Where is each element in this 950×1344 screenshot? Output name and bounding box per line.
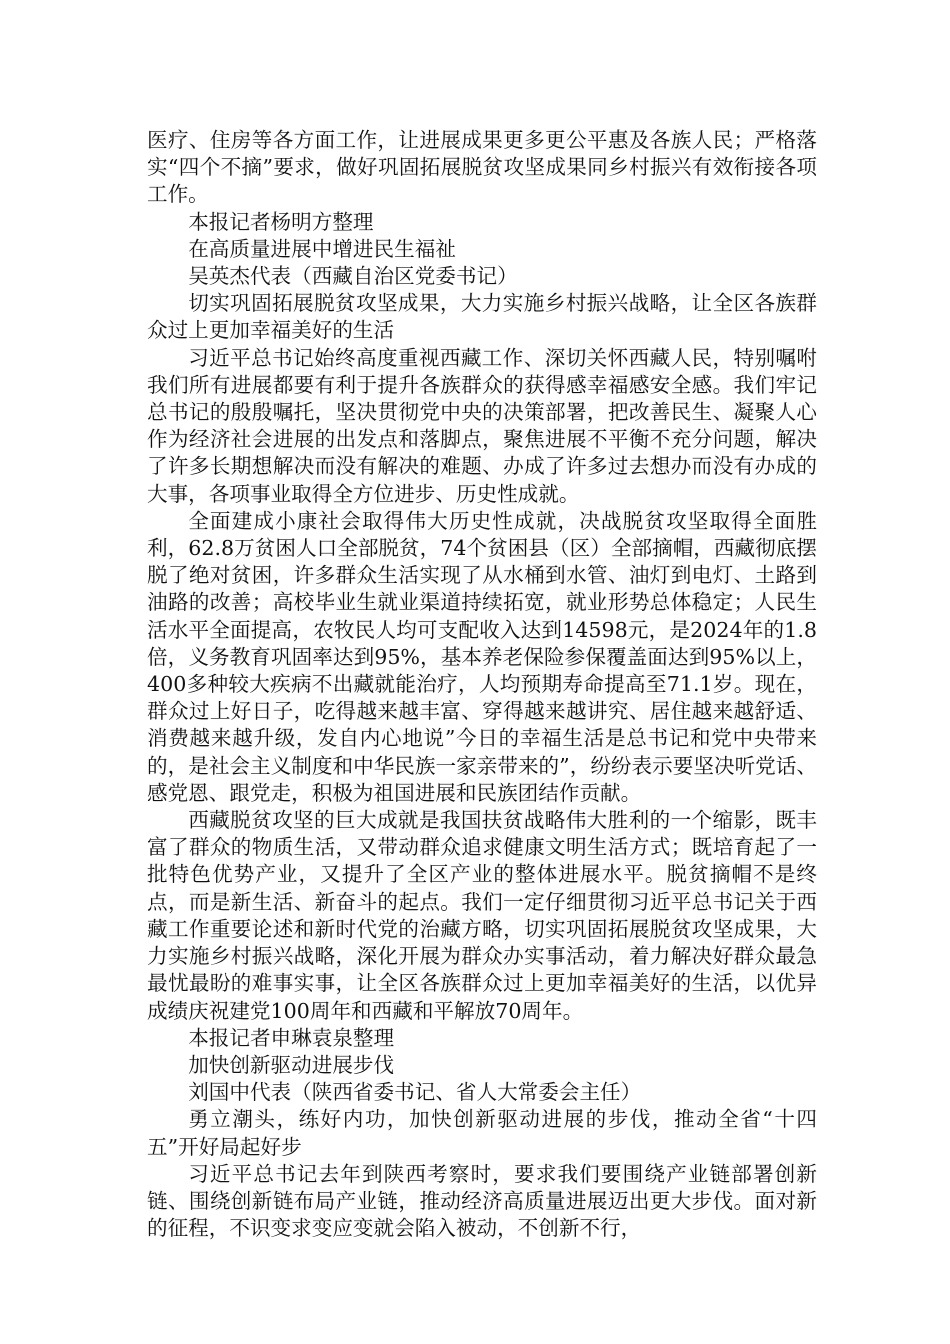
- section-subheading: 切实巩固拓展脱贫攻坚成果，大力实施乡村振兴战略，让全区各族群众过上更加幸福美好的生活: [147, 291, 817, 343]
- paragraph: 全面建成小康社会取得伟大历史性成就，决战脱贫攻坚取得全面胜利，62.8万贫困人口全部脱贫，74个贫困县（区）全部摘帽，西藏彻底摆脱了绝对贫困，许多群众生活实现了从水桶到水管、油灯到电灯、土路到油路的改善；高校毕业生就业渠道持续拓宽，就业形势总体稳定；人民生活水平全面提高，农牧民人均可支配收入达到14598元，是2024年的1.8倍，义务教育巩固率达到95%，基本养老保险参保覆盖面达到95%以上，400多种较大疾病不出藏就能治疗，人均预期寿命提高至71.1岁。现在，群众过上好日子，吃得越来越丰富、穿得越来越讲究、居住越来越舒适、消费越来越升级，发自内心地说”今日的幸福生活是总书记和党中央带来的，是社会主义制度和中华民族一家亲带来的”，纷纷表示要坚决听党话、感党恩、跟党走，积极为祖国进展和民族团结作贡献。: [147, 508, 817, 805]
- paragraph: 习近平总书记去年到陕西考察时，要求我们要围绕产业链部署创新链、围绕创新链布局产业链，推动经济高质量进展迈出更大步伐。面对新的征程，不识变求变应变就会陷入被动，不创新不行，: [147, 1161, 817, 1241]
- delegate-byline: 吴英杰代表（西藏自治区党委书记）: [188, 264, 518, 289]
- paragraph-intro-continuation: 医疗、住房等各方面工作，让进展成果更多更公平惠及各族人民；严格落实“四个不摘”要求，做好巩固拓展脱贫攻坚成果同乡村振兴有效衔接各项工作。: [147, 128, 817, 207]
- paragraph: 习近平总书记始终高度重视西藏工作、深切关怀西藏人民，特别嘱咐我们所有进展都要有利于提升各族群众的获得感幸福感安全感。我们牢记总书记的殷殷嘱托，坚决贯彻党中央的决策部署，把改善民生、凝聚人心作为经济社会进展的出发点和落脚点，聚焦进展不平衡不充分问题，解决了许多长期想解决而没有解决的难题、办成了许多过去想办而没有办成的大事，各项事业取得全方位进步、历史性成就。: [147, 345, 817, 506]
- section-heading: 加快创新驱动进展步伐: [188, 1052, 395, 1077]
- reporter-credit: 本报记者申琳袁泉整理: [188, 1025, 395, 1050]
- article-body: [147, 127, 817, 1242]
- section-subheading: 勇立潮头，练好内功，加快创新驱动进展的步伐，推动全省“十四五”开好局起好步: [147, 1107, 817, 1159]
- paragraph: 西藏脱贫攻坚的巨大成就是我国扶贫战略伟大胜利的一个缩影，既丰富了群众的物质生活，又带动群众追求健康文明生活方式；既培育起了一批特色优势产业，又提升了全区产业的整体进展水平。脱贫摘帽不是终点，而是新生活、新奋斗的起点。我们一定仔细贯彻习近平总书记关于西藏工作重要论述和新时代党的治藏方略，切实巩固拓展脱贫攻坚成果，大力实施乡村振兴战略，深化开展为群众办实事活动，着力解决好群众最急最忧最盼的难事实事，让全区各族群众过上更加幸福美好的生活，以优异成绩庆祝建党100周年和西藏和平解放70周年。: [147, 808, 817, 1023]
- section-heading: 在高质量进展中增进民生福祉: [188, 236, 456, 261]
- delegate-byline: 刘国中代表（陕西省委书记、省人大常委会主任）: [188, 1080, 642, 1105]
- reporter-credit: 本报记者杨明方整理: [188, 209, 374, 234]
